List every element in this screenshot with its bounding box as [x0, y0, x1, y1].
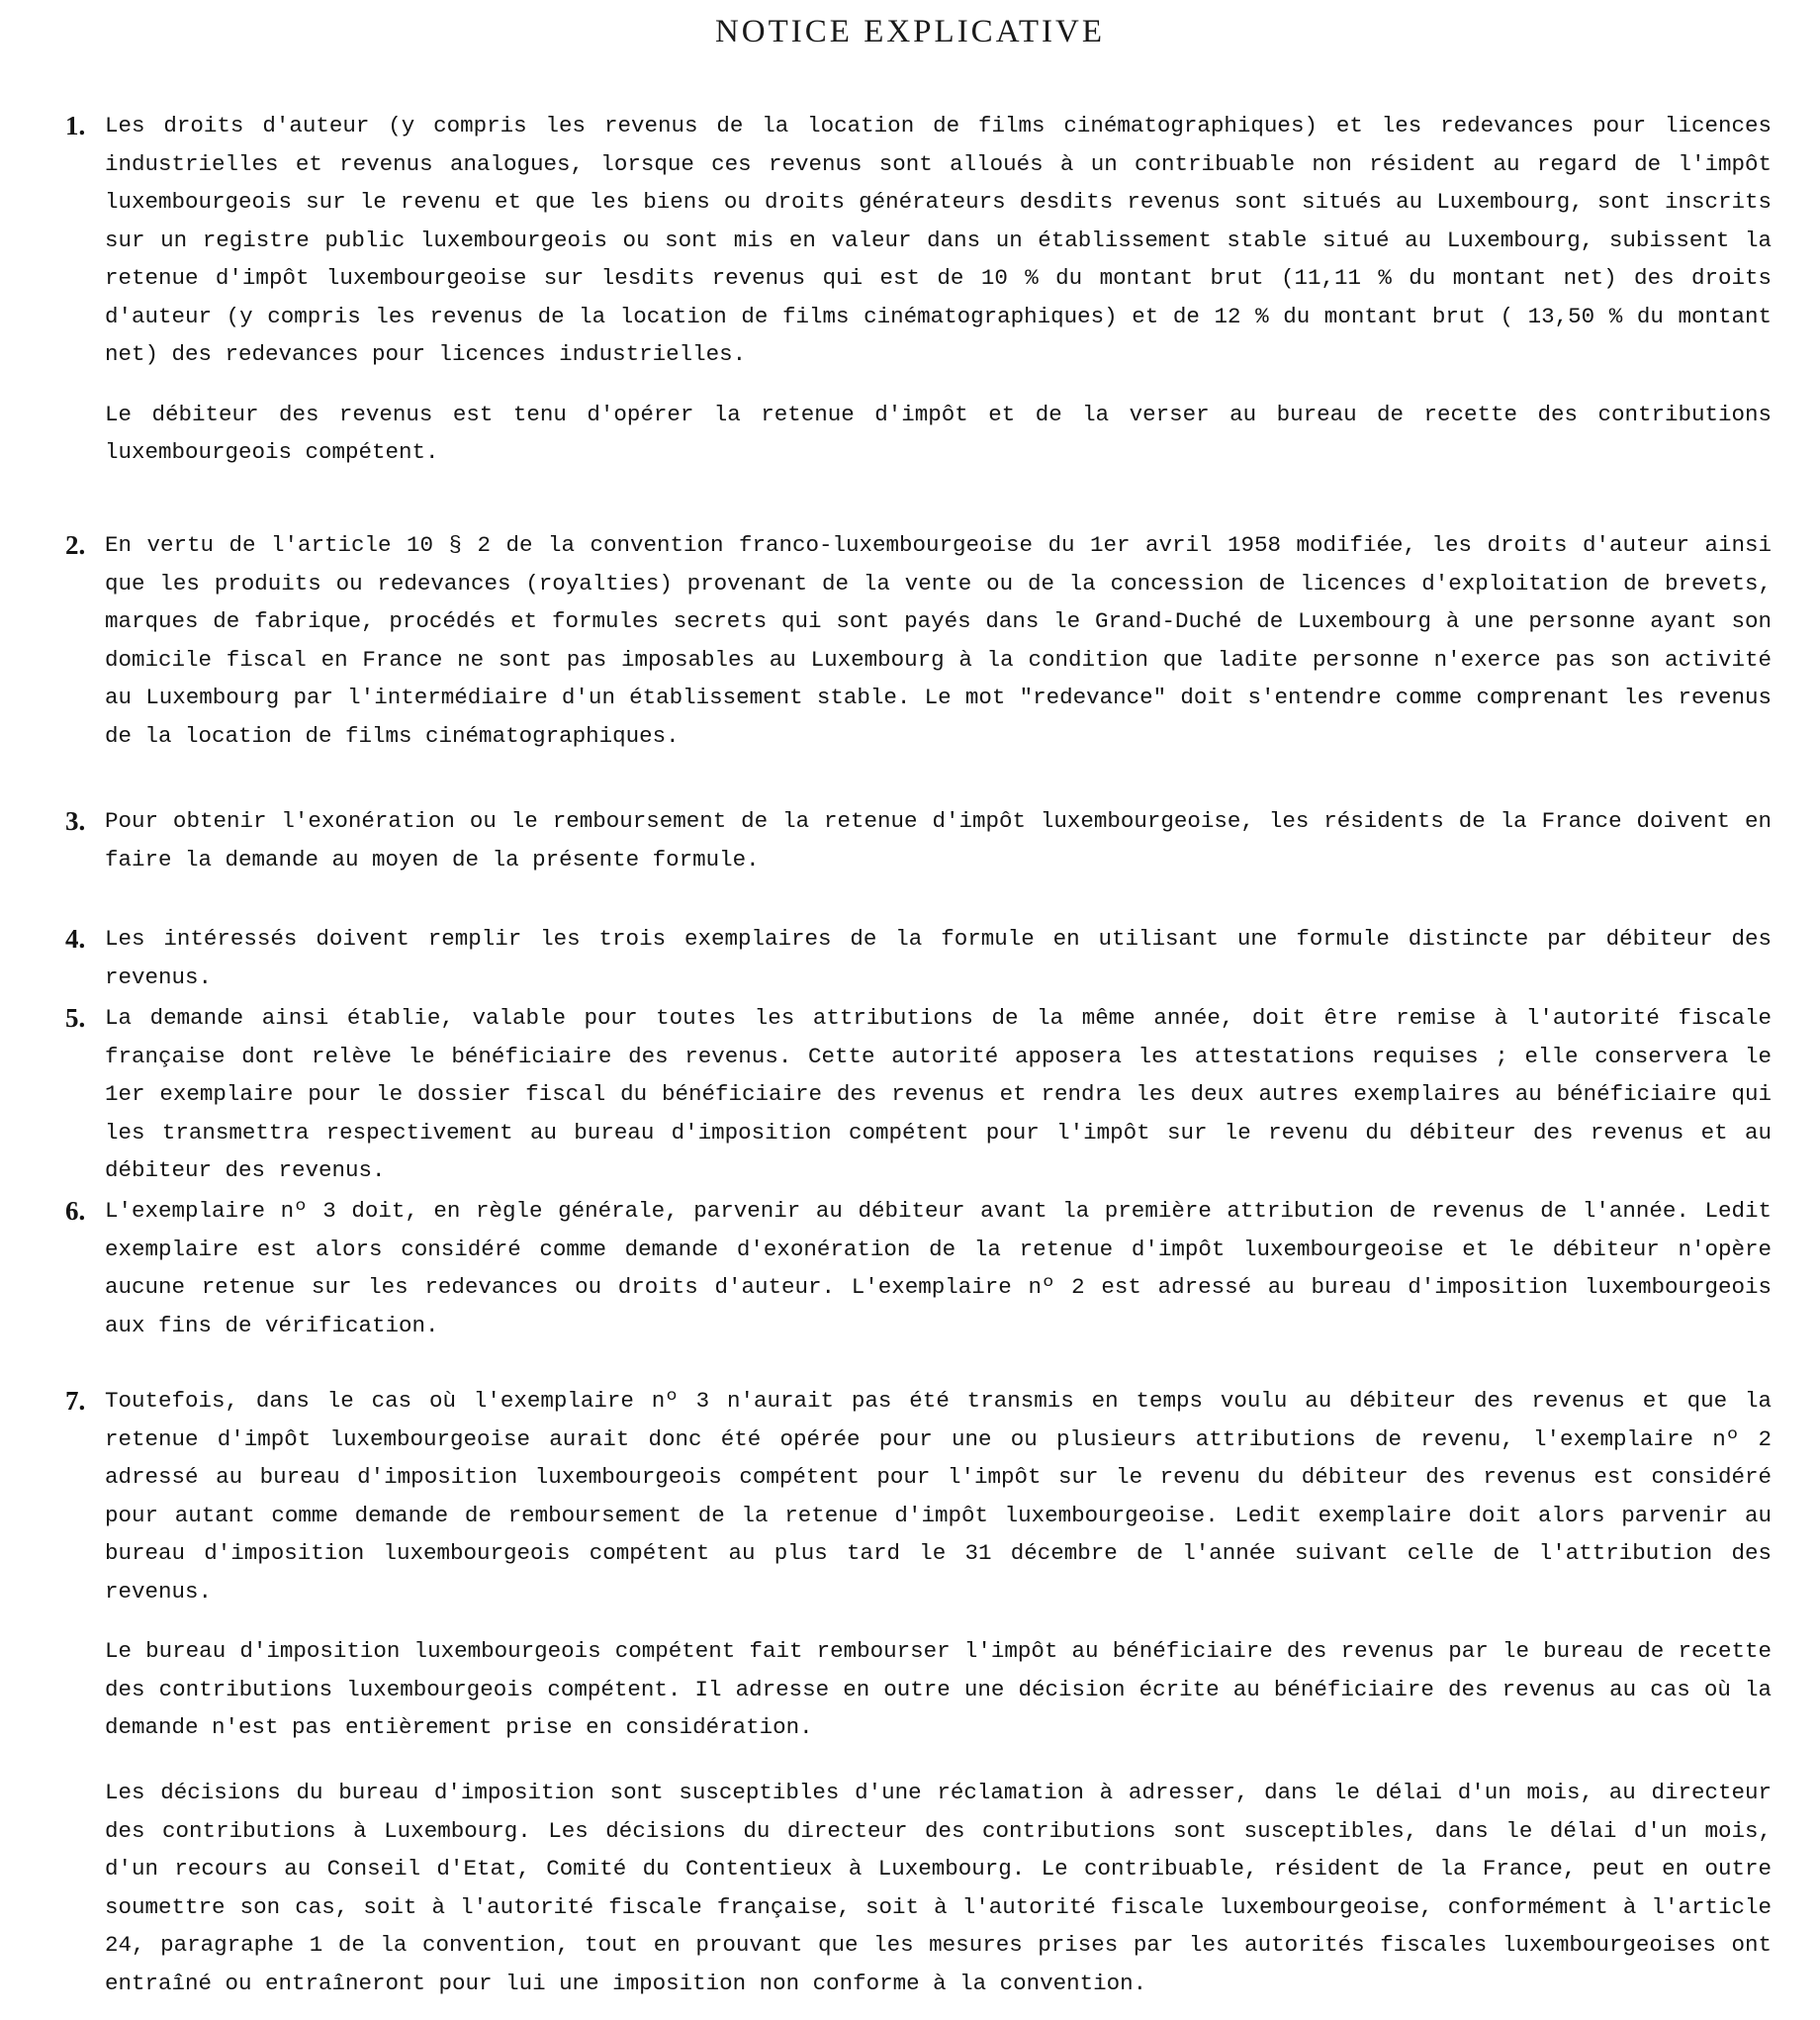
notice-item-5: [65, 999, 1772, 1190]
item-number: 4.: [65, 924, 86, 954]
document-title: NOTICE EXPLICATIVE: [714, 14, 1106, 49]
closing-section: [105, 1774, 1772, 2002]
item-paragraph: Pour obtenir l'exonération ou le remboursement de la retenue d'impôt luxembourgeoise, les résidents de la France doivent en faire la demande au moyen de la présente formule.: [105, 808, 1772, 872]
item-number: 7.: [65, 1386, 86, 1416]
notice-item-3: [65, 802, 1772, 878]
item-number: 3.: [65, 806, 86, 836]
notice-item-4: [65, 920, 1772, 996]
item-paragraph: Le bureau d'imposition luxembourgeois compétent fait rembourser l'impôt au bénéficiaire des revenus par le bureau de recette des contributions luxembourgeois compétent. Il adresse en outre une décision écrite au bénéficiaire des revenus au cas où la demande n'est pas entièrement prise en considération.: [105, 1638, 1772, 1740]
item-paragraph: En vertu de l'article 10 § 2 de la convention franco-luxembourgeoise du 1er avril 1958 modifiée, les droits d'auteur ainsi que les produits ou redevances (royalties) provenant de la vente ou de la concession de licences d'exploitation de brevets, marques de fabrique, procédés et formules secrets qui sont payés dans le Grand-Duché de Luxembourg à une personne ayant son domicile fiscal en France ne sont pas imposables au Luxembourg à la condition que ladite personne n'exerce pas son activité au Luxembourg par l'intermédiaire d'un établissement stable. Le mot "redevance" doit s'entendre comme comprenant les revenus de la location de films cinématographiques.: [105, 532, 1772, 749]
notice-item-6: [65, 1192, 1772, 1344]
closing-paragraph: Les décisions du bureau d'imposition sont susceptibles d'une réclamation à adresser, dans le délai d'un mois, au directeur des contributions à Luxembourg. Les décisions du directeur des contributions sont susceptibles, dans le délai d'un mois, d'un recours au Conseil d'Etat, Comité du Contentieux à Luxembourg. Le contribuable, résident de la France, peut en outre soumettre son cas, soit à l'autorité fiscale française, soit à l'autorité fiscale luxembourgeoise, conformément à l'article 24, paragraphe 1 de la convention, tout en prouvant que les mesures prises par les autorités fiscales luxembourgeoises ont entraîné ou entraîneront pour lui une imposition non conforme à la convention.: [105, 1780, 1772, 1996]
notice-item-1: [65, 107, 1772, 472]
notice-item-7: [65, 1382, 1772, 1747]
item-paragraph: Toutefois, dans le cas où l'exemplaire nº 3 n'aurait pas été transmis en temps voulu au débiteur des revenus et que la retenue d'impôt luxembourgeoise aurait donc été opérée pour une ou plusieurs attributions de revenu, l'exemplaire nº 2 adressé au bureau d'imposition luxembourgeois compétent pour l'impôt sur le revenu du débiteur des revenus est considéré pour autant comme demande de remboursement de la retenue d'impôt luxembourgeoise. Ledit exemplaire doit alors parvenir au bureau d'imposition luxembourgeois compétent au plus tard le 31 décembre de l'année suivant celle de l'attribution des revenus.: [105, 1388, 1772, 1605]
item-number: 2.: [65, 530, 86, 560]
item-number: 6.: [65, 1196, 86, 1226]
item-paragraph: L'exemplaire nº 3 doit, en règle générale, parvenir au débiteur avant la première attribution de revenus de l'année. Ledit exemplaire est alors considéré comme demande d'exonération de la retenue d'impôt luxembourgeoise et le débiteur n'opère aucune retenue sur les redevances ou droits d'auteur. L'exemplaire nº 2 est adressé au bureau d'imposition luxembourgeois aux fins de vérification.: [105, 1198, 1772, 1338]
item-paragraph: Le débiteur des revenus est tenu d'opérer la retenue d'impôt et de la verser au bureau de recette des contributions luxembourgeois compétent.: [105, 401, 1772, 465]
notice-item-2: [65, 526, 1772, 755]
item-paragraph: Les droits d'auteur (y compris les revenus de la location de films cinématographiques) et les redevances pour licences industrielles et revenus analogues, lorsque ces revenus sont alloués à un contribuable non résident au regard de l'impôt luxembourgeois sur le revenu et que les biens ou droits générateurs desdits revenus sont situés au Luxembourg, sont inscrits sur un registre public luxembourgeois ou sont mis en valeur dans un établissement stable situé au Luxembourg, subissent la retenue d'impôt luxembourgeoise sur lesdits revenus qui est de 10 % du montant brut (11,11 % du montant net) des droits d'auteur (y compris les revenus de la location de films cinématographiques) et de 12 % du montant brut ( 13,50 % du montant net) des redevances pour licences industrielles.: [105, 113, 1772, 367]
item-number: 1.: [65, 111, 86, 140]
item-paragraph: La demande ainsi établie, valable pour toutes les attributions de la même année, doit être remise à l'autorité fiscale française dont relève le bénéficiaire des revenus. Cette autorité apposera les attestations requises ; elle conservera le 1er exemplaire pour le dossier fiscal du bénéficiaire des revenus et rendra les deux autres exemplaires au bénéficiaire qui les transmettra respectivement au bureau d'imposition compétent pour l'impôt sur le revenu du débiteur des revenus et au débiteur des revenus.: [105, 1005, 1772, 1183]
item-number: 5.: [65, 1003, 86, 1033]
item-paragraph: Les intéressés doivent remplir les trois exemplaires de la formule en utilisant une formule distincte par débiteur des revenus.: [105, 926, 1772, 990]
